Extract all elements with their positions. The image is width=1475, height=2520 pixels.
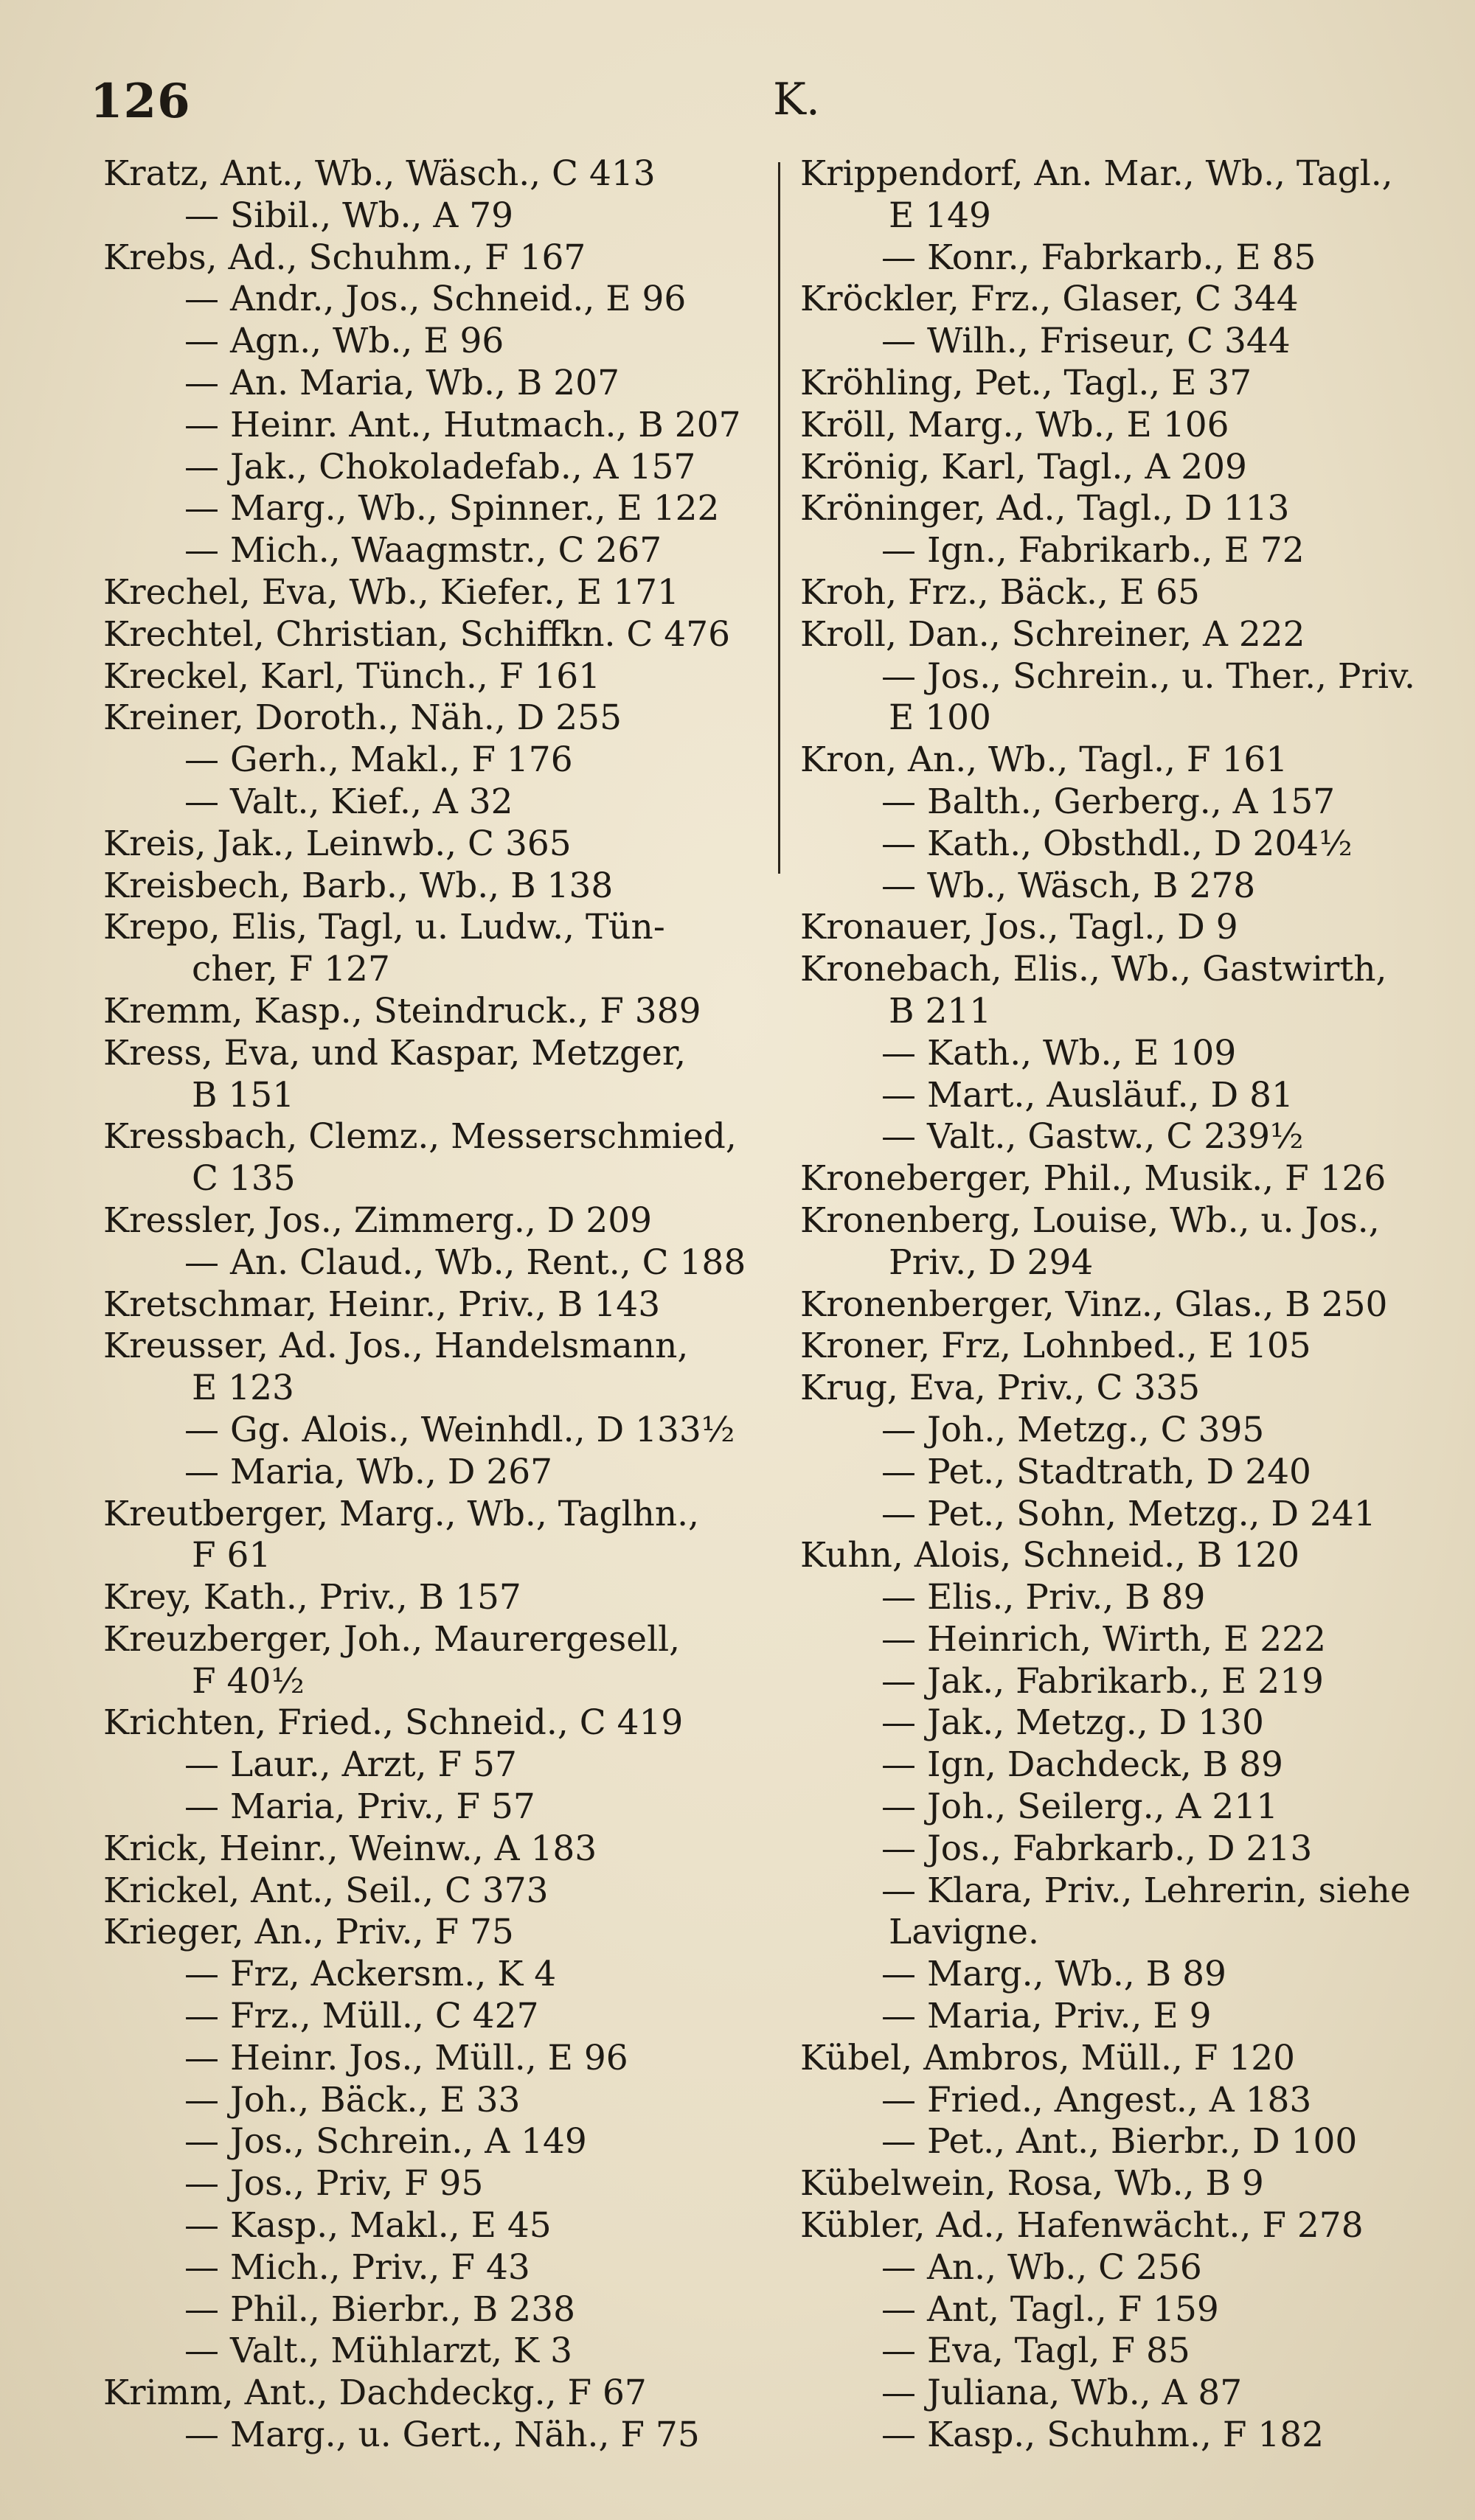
list-item: Kröll, Marg., Wb., E 106 — [800, 404, 1229, 445]
list-item-continuation: E 149 — [889, 195, 991, 236]
list-item: — Jos., Schrein., A 149 — [184, 2121, 587, 2162]
list-item: — Fried., Angest., A 183 — [881, 2079, 1312, 2120]
list-item-continuation: B 151 — [192, 1074, 295, 1115]
list-item: — Konr., Fabrkarb., E 85 — [881, 237, 1316, 278]
list-item: Kroll, Dan., Schreiner, A 222 — [800, 613, 1305, 655]
list-item: — Pet., Ant., Bierbr., D 100 — [881, 2121, 1358, 2162]
list-item: — Heinrich, Wirth, E 222 — [881, 1618, 1326, 1660]
list-item: — Phil., Bierbr., B 238 — [184, 2288, 575, 2330]
list-item: Kübel, Ambros, Müll., F 120 — [800, 2037, 1296, 2078]
list-item-continuation: E 100 — [889, 697, 991, 739]
list-item: Kress, Eva, und Kaspar, Metzger, — [103, 1032, 687, 1073]
list-item-continuation: B 211 — [889, 990, 992, 1031]
list-item-continuation: C 135 — [192, 1158, 296, 1200]
list-item: — Jak., Fabrikarb., E 219 — [881, 1660, 1324, 1702]
list-item: Krebs, Ad., Schuhm., F 167 — [103, 237, 586, 278]
list-item: — Jos., Fabrkarb., D 213 — [881, 1828, 1313, 1869]
list-item: — Wb., Wäsch, B 278 — [881, 865, 1256, 906]
list-item: — Ign., Fabrikarb., E 72 — [881, 530, 1305, 571]
list-item-continuation: E 123 — [192, 1368, 294, 1409]
list-item: — Joh., Metzg., C 395 — [881, 1409, 1265, 1450]
list-item: — Agn., Wb., E 96 — [184, 321, 504, 362]
list-item: — Maria, Wb., D 267 — [184, 1451, 553, 1492]
list-item: Kronenberg, Louise, Wb., u. Jos., — [800, 1200, 1380, 1241]
list-item: — Valt., Mühlarzt, K 3 — [184, 2331, 572, 2372]
page-number: 126 — [90, 74, 191, 129]
list-item: — Kasp., Schuhm., F 182 — [881, 2415, 1325, 2456]
section-letter: K. — [773, 74, 820, 125]
list-item: Krieger, An., Priv., F 75 — [103, 1912, 514, 1953]
list-item: — An., Wb., C 256 — [881, 2246, 1202, 2288]
list-item: Kratz, Ant., Wb., Wäsch., C 413 — [103, 153, 656, 194]
list-item: — Frz, Ackersm., K 4 — [184, 1954, 557, 1995]
list-item-continuation: Lavigne. — [889, 1912, 1039, 1953]
list-item: Kröhling, Pet., Tagl., E 37 — [800, 362, 1252, 403]
list-item: — Gerh., Makl., F 176 — [184, 739, 573, 781]
list-item: Kroh, Frz., Bäck., E 65 — [800, 571, 1200, 613]
list-item: — Eva, Tagl, F 85 — [881, 2331, 1190, 2372]
list-item: Kronauer, Jos., Tagl., D 9 — [800, 907, 1238, 948]
list-item-continuation: F 40½ — [192, 1660, 305, 1702]
list-item: — Ign, Dachdeck, B 89 — [881, 1744, 1283, 1786]
list-item-continuation: cher, F 127 — [192, 949, 390, 990]
list-item: Krey, Kath., Priv., B 157 — [103, 1577, 521, 1618]
list-item: — Joh., Bäck., E 33 — [184, 2079, 521, 2120]
column-divider — [778, 162, 780, 874]
list-item: — Kath., Obsthdl., D 204½ — [881, 823, 1353, 864]
list-item-continuation: Priv., D 294 — [889, 1242, 1094, 1283]
list-item: Kremm, Kasp., Steindruck., F 389 — [103, 990, 701, 1031]
list-item: — Joh., Seilerg., A 211 — [881, 1786, 1279, 1828]
list-item: Kronenberger, Vinz., Glas., B 250 — [800, 1284, 1388, 1325]
list-item: Kretschmar, Heinr., Priv., B 143 — [103, 1284, 661, 1325]
list-item: — Mich., Waagmstr., C 267 — [184, 530, 662, 571]
list-item: — Pet., Sohn, Metzg., D 241 — [881, 1493, 1376, 1534]
list-item: — Balth., Gerberg., A 157 — [881, 781, 1336, 822]
list-item: — Marg., Wb., B 89 — [881, 1954, 1226, 1995]
list-item: — Mich., Priv., F 43 — [184, 2246, 530, 2288]
list-item: — Sibil., Wb., A 79 — [184, 195, 514, 236]
list-item: Krippendorf, An. Mar., Wb., Tagl., — [800, 153, 1393, 194]
list-item: — An. Maria, Wb., B 207 — [184, 362, 620, 403]
list-item: — Jak., Chokoladefab., A 157 — [184, 446, 696, 487]
right-column — [800, 153, 1464, 2457]
list-item: Krönig, Karl, Tagl., A 209 — [800, 446, 1247, 487]
list-item: Kröckler, Frz., Glaser, C 344 — [800, 279, 1299, 320]
list-item: Krug, Eva, Priv., C 335 — [800, 1368, 1201, 1409]
list-item: Krichten, Fried., Schneid., C 419 — [103, 1702, 684, 1744]
list-item: Kuhn, Alois, Schneid., B 120 — [800, 1535, 1300, 1576]
list-item: — Klara, Priv., Lehrerin, siehe — [881, 1870, 1411, 1911]
list-item: Kronebach, Elis., Wb., Gastwirth, — [800, 949, 1387, 990]
list-item: Krechel, Eva, Wb., Kiefer., E 171 — [103, 571, 679, 613]
list-item: Krepo, Elis, Tagl, u. Ludw., Tün- — [103, 907, 665, 948]
list-item: — Kasp., Makl., E 45 — [184, 2205, 552, 2246]
list-item: — Heinr. Ant., Hutmach., B 207 — [184, 404, 741, 445]
list-item: — Valt., Kief., A 32 — [184, 781, 513, 822]
list-item: Kreiner, Doroth., Näh., D 255 — [103, 697, 622, 739]
list-item: Kreis, Jak., Leinwb., C 365 — [103, 823, 572, 864]
list-item: Kreutberger, Marg., Wb., Taglhn., — [103, 1493, 699, 1534]
list-item: — Valt., Gastw., C 239½ — [881, 1116, 1304, 1158]
list-item: Krick, Heinr., Weinw., A 183 — [103, 1828, 597, 1869]
list-item: — Ant, Tagl., F 159 — [881, 2288, 1219, 2330]
list-item: — Mart., Ausläuf., D 81 — [881, 1074, 1294, 1115]
list-item: Kreckel, Karl, Tünch., F 161 — [103, 655, 600, 697]
list-item: — Wilh., Friseur, C 344 — [881, 321, 1291, 362]
list-item: Kübelwein, Rosa, Wb., B 9 — [800, 2163, 1264, 2204]
list-item: Kröninger, Ad., Tagl., D 113 — [800, 488, 1290, 529]
list-item: — Frz., Müll., C 427 — [184, 1996, 539, 2037]
list-item: — Heinr. Jos., Müll., E 96 — [184, 2037, 628, 2078]
list-item-continuation: F 61 — [192, 1535, 271, 1576]
list-item: — Gg. Alois., Weinhdl., D 133½ — [184, 1409, 735, 1450]
list-item: — An. Claud., Wb., Rent., C 188 — [184, 1242, 746, 1283]
list-item: — Marg., Wb., Spinner., E 122 — [184, 488, 720, 529]
list-item: Kron, An., Wb., Tagl., F 161 — [800, 739, 1288, 781]
list-item: — Jak., Metzg., D 130 — [881, 1702, 1264, 1744]
list-item: Kübler, Ad., Hafenwächt., F 278 — [800, 2205, 1364, 2246]
list-item: — Jos., Schrein., u. Ther., Priv. — [881, 655, 1415, 697]
list-item: — Laur., Arzt, F 57 — [184, 1744, 517, 1786]
left-column — [103, 153, 774, 2457]
list-item: Kressbach, Clemz., Messerschmied, — [103, 1116, 737, 1158]
list-item: Kroner, Frz, Lohnbed., E 105 — [800, 1326, 1311, 1367]
list-item: Kressler, Jos., Zimmerg., D 209 — [103, 1200, 653, 1241]
list-item: Kreuzberger, Joh., Maurergesell, — [103, 1618, 681, 1660]
list-item: — Pet., Stadtrath, D 240 — [881, 1451, 1311, 1492]
list-item: — Elis., Priv., B 89 — [881, 1577, 1206, 1618]
list-item: — Kath., Wb., E 109 — [881, 1032, 1237, 1073]
list-item: — Maria, Priv., F 57 — [184, 1786, 535, 1828]
list-item: Krimm, Ant., Dachdeckg., F 67 — [103, 2373, 647, 2414]
list-item: Kreusser, Ad. Jos., Handelsmann, — [103, 1326, 689, 1367]
list-item: — Jos., Priv, F 95 — [184, 2163, 484, 2204]
list-item: — Maria, Priv., E 9 — [881, 1996, 1212, 2037]
list-item: Krickel, Ant., Seil., C 373 — [103, 1870, 549, 1911]
list-item: Kreisbech, Barb., Wb., B 138 — [103, 865, 614, 906]
list-item: — Andr., Jos., Schneid., E 96 — [184, 279, 687, 320]
list-item: Kroneberger, Phil., Musik., F 126 — [800, 1158, 1386, 1200]
list-item: — Juliana, Wb., A 87 — [881, 2373, 1243, 2414]
list-item: Krechtel, Christian, Schiffkn. C 476 — [103, 613, 730, 655]
list-item: — Marg., u. Gert., Näh., F 75 — [184, 2415, 700, 2456]
